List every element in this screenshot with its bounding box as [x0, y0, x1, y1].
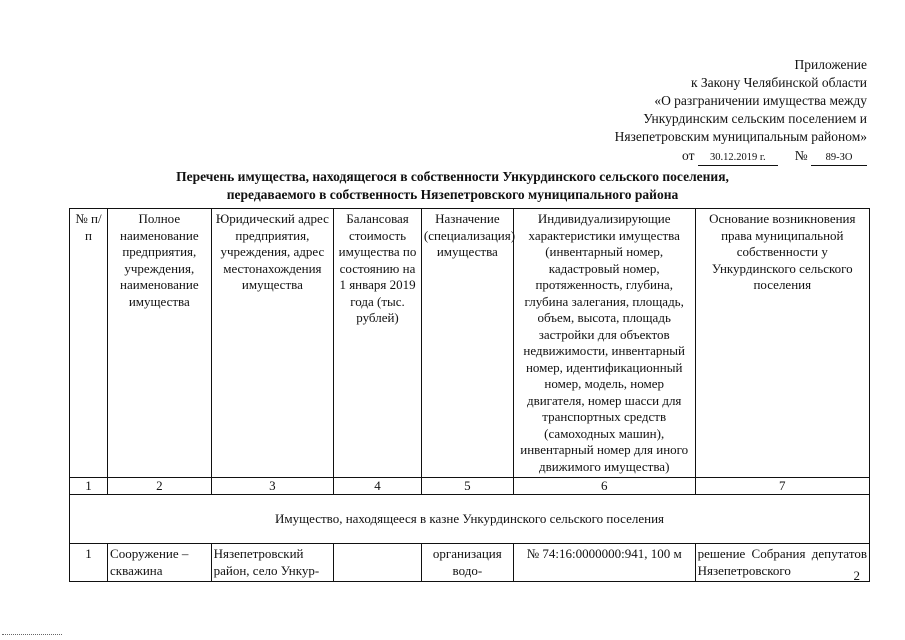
header-purpose: Назначение (специализация) имущества: [421, 209, 513, 478]
page-number: 2: [853, 568, 860, 583]
cell-basis: решение Собрания депутатов Нязепетровского: [695, 544, 869, 582]
header-characteristics: Индивидуализирующие характеристики имущества (инвентарный номер, кадастровый номер, протяженность, глубина, глубина залегания, площадь, объем, высота, площадь застройки для объектов недвижимости, инвентарный номер, идентификационный номер, модель, номер двигателя, номер шасси для транспортных средств (самоходных машин), инвентарный номер для иного движимого имущества): [513, 209, 695, 478]
column-number-row: [70, 478, 870, 495]
scan-artifact: [2, 634, 62, 636]
column-number: 2: [108, 478, 212, 495]
document-title: [0, 168, 905, 204]
cell-address: Нязепетровский район, село Ункур-: [211, 544, 334, 582]
cell-characteristics: № 74:16:0000000:941, 100 м: [513, 544, 695, 582]
header-name: Полное наименование предприятия, учреждения, наименование имущества: [108, 209, 212, 478]
section-row: [70, 495, 870, 544]
cell-name: Сооружение – скважина: [108, 544, 212, 582]
column-number: 3: [211, 478, 334, 495]
appendix-line: Приложение: [794, 57, 867, 72]
appendix-date-number: [615, 147, 867, 166]
column-number: 1: [70, 478, 108, 495]
appendix-block: [615, 56, 867, 166]
cell-purpose: организация водо-: [421, 544, 513, 582]
column-number: 7: [695, 478, 869, 495]
header-basis: Основание возникновения права муниципальной собственности у Ункурдинского сельского поселения: [695, 209, 869, 478]
appendix-date: 30.12.2019 г.: [698, 151, 778, 166]
appendix-number: 89-ЗО: [811, 151, 867, 166]
column-number: 4: [334, 478, 422, 495]
title-line-1: Перечень имущества, находящегося в собственности Ункурдинского сельского поселения,: [176, 169, 729, 184]
appendix-line: Ункурдинским сельским поселением и: [643, 111, 867, 126]
cell-value: [334, 544, 422, 582]
appendix-line: «О разграничении имущества между: [654, 93, 867, 108]
number-sign: №: [794, 148, 808, 163]
from-label: от: [682, 148, 695, 163]
header-address: Юридический адрес предприятия, учреждения, адрес местонахождения имущества: [211, 209, 334, 478]
column-number: 5: [421, 478, 513, 495]
section-title: Имущество, находящееся в казне Ункурдинского сельского поселения: [70, 495, 870, 544]
table-row: [70, 544, 870, 582]
appendix-line: Нязепетровским муниципальным районом»: [614, 129, 867, 144]
header-value: Балансовая стоимость имущества по состоянию на 1 января 2019 года (тыс. рублей): [334, 209, 422, 478]
header-number: № п/п: [70, 209, 108, 478]
column-number: 6: [513, 478, 695, 495]
appendix-line: к Закону Челябинской области: [690, 75, 867, 90]
title-line-2: передаваемого в собственность Нязепетровского муниципального района: [226, 187, 679, 202]
table-header-row: [70, 209, 870, 478]
property-table: [69, 208, 870, 582]
cell-number: 1: [70, 544, 108, 582]
